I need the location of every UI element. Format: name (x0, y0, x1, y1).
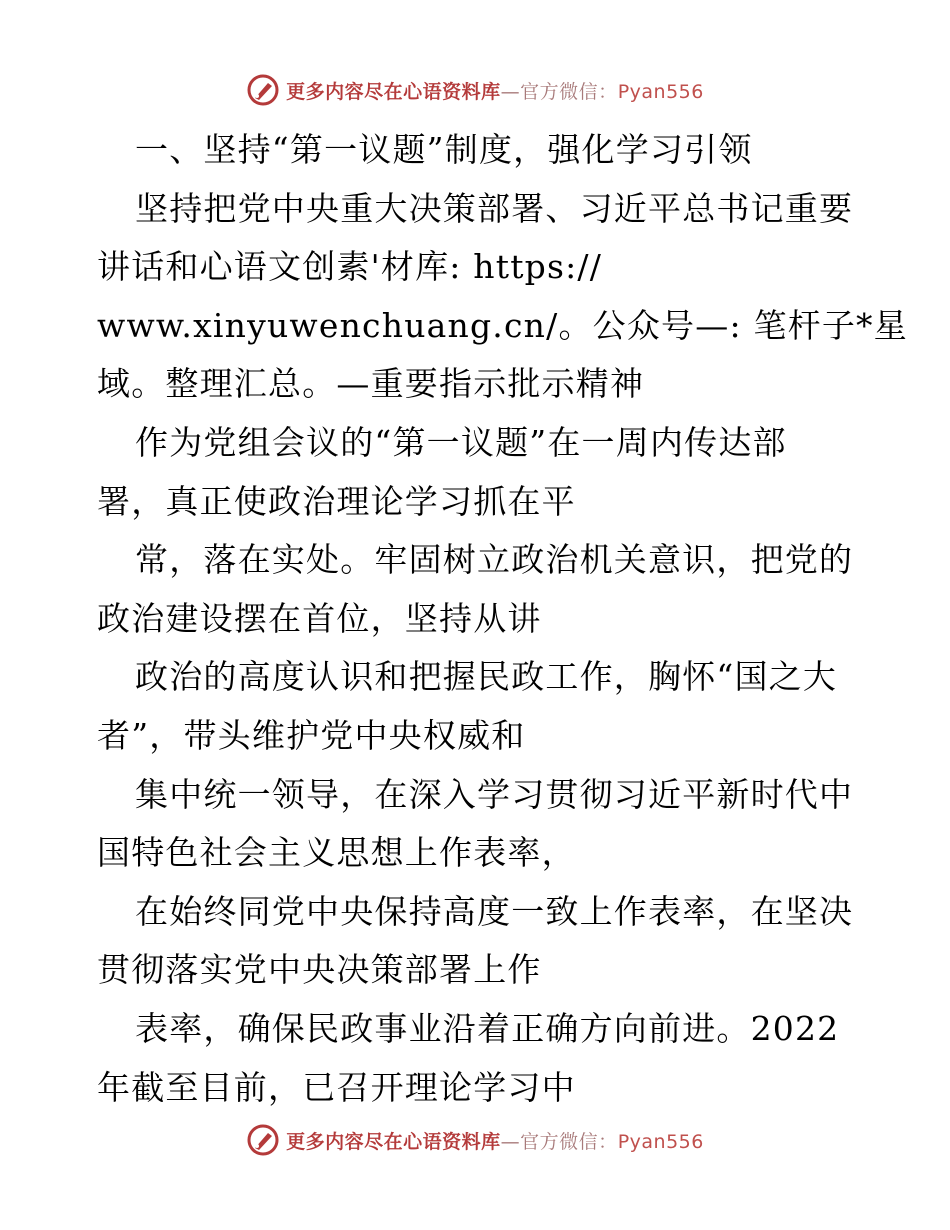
header-banner (0, 70, 950, 110)
section-heading: 一、坚持“第一议题”制度，强化学习引领 (135, 130, 753, 169)
text-line: 在始终同党中央保持高度一致上作表率，在坚决 (135, 891, 854, 931)
text-line: 者”，带头维护党中央权威和 (97, 715, 526, 755)
banner-text (286, 1127, 704, 1154)
banner-wechat-label: —官方微信： (500, 1130, 618, 1153)
text-line: 署，真正使政治理论学习抓在平 (97, 481, 576, 521)
banner-title: 更多内容尽在心语资料库 (286, 80, 501, 103)
text-line: 集中统一领导，在深入学习贯彻习近平新时代中 (135, 774, 854, 814)
text-line: 表率，确保民政事业沿着正确方向前进。2022 (135, 1008, 840, 1048)
text-line: 国特色社会主义思想上作表率， (97, 833, 576, 873)
banner-wechat-id: Pyan556 (617, 1130, 704, 1153)
text-line: 政治的高度认识和把握民政工作，胸怀“国之大 (135, 657, 838, 697)
text-line: 讲话和心语文创素'材库: https:// (97, 247, 603, 287)
pen-nib-logo-icon (246, 73, 280, 107)
banner-text (286, 77, 704, 104)
text-line: 域。整理汇总。—重要指示批示精神 (97, 364, 645, 404)
footer-banner (0, 1120, 950, 1160)
text-line: 年截至目前，已召开理论学习中 (97, 1067, 576, 1107)
document-body (97, 121, 908, 1117)
text-line: 贯彻落实党中央决策部署上作 (97, 950, 542, 990)
text-line: 政治建设摆在首位，坚持从讲 (97, 598, 542, 638)
banner-wechat-label: —官方微信： (500, 80, 618, 103)
text-line: 作为党组会议的“第一议题”在一周内传达部 (135, 422, 787, 462)
text-line: 坚持把党中央重大决策部署、习近平总书记重要 (135, 188, 854, 228)
banner-wechat-id: Pyan556 (617, 80, 704, 103)
text-line: 常，落在实处。牢固树立政治机关意识，把党的 (135, 540, 854, 580)
banner-title: 更多内容尽在心语资料库 (286, 1130, 501, 1153)
text-line: www.xinyuwenchuang.cn/。公众号—: 笔杆子*星 (97, 305, 908, 345)
pen-nib-logo-icon (246, 1123, 280, 1157)
